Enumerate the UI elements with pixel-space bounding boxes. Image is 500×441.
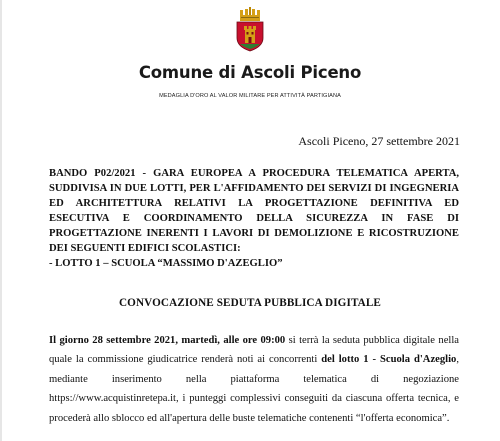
coat-of-arms-icon <box>234 7 266 52</box>
tender-description: BANDO P02/2021 - GARA EUROPEA A PROCEDURA TELEMATICA APERTA, SUDDIVISA IN DUE LOTTI, PER L'AFFIDAMENTO DEI SERVIZI DI INGEGNERIA ED ARCHITETTURA RELATIVI LA PROGETTAZIONE DEFINITIVA ED ESECUTIVA E COORDINAMENTO DELLA SICUREZZA IN FASE DI PROGETTAZIONE INERENTI I LAVORI DI DEMOLIZIONE E RICOSTRUZIONE DEI SEGUENTI EDIFICI SCOLASTICI: <box>49 168 459 254</box>
tender-lot: - LOTTO 1 – SCUOLA “MASSIMO D'AZEGLIO” <box>49 258 283 269</box>
tower-icon <box>244 26 256 43</box>
municipality-subtitle: MEDAGLIA D'ORO AL VALOR MILITARE PER ATTIVITÀ PARTIGIANA <box>159 93 341 99</box>
crown-icon <box>240 7 260 21</box>
convocation-title: CONVOCAZIONE SEDUTA PUBBLICA DIGITALE <box>119 297 381 309</box>
tender-heading <box>49 166 459 271</box>
municipality-title: Comune di Ascoli Piceno <box>138 63 362 82</box>
convocation-body <box>49 331 459 428</box>
document-date: Ascoli Piceno, 27 settembre 2021 <box>298 134 460 148</box>
lot-reference: del lotto 1 - Scuola d'Azeglio <box>321 354 457 366</box>
meeting-datetime: Il giorno 28 settembre 2021, martedì, alle ore 09:00 <box>49 335 286 346</box>
body-text-1: si terrà la seduta pubblica digitale nella quale la commissione giudicatrice renderà noti ai concorrenti <box>49 335 459 366</box>
body-text-2: , mediante inserimento nella piattaforma telematica di negoziazione https://www.acquistinretepa.it, i punteggi complessivi conseguiti da ciascuna offerta tecnica, e procederà allo sblocco ed all'apertura delle buste telematiche contenenti “l'offerta economica”. <box>49 354 459 424</box>
